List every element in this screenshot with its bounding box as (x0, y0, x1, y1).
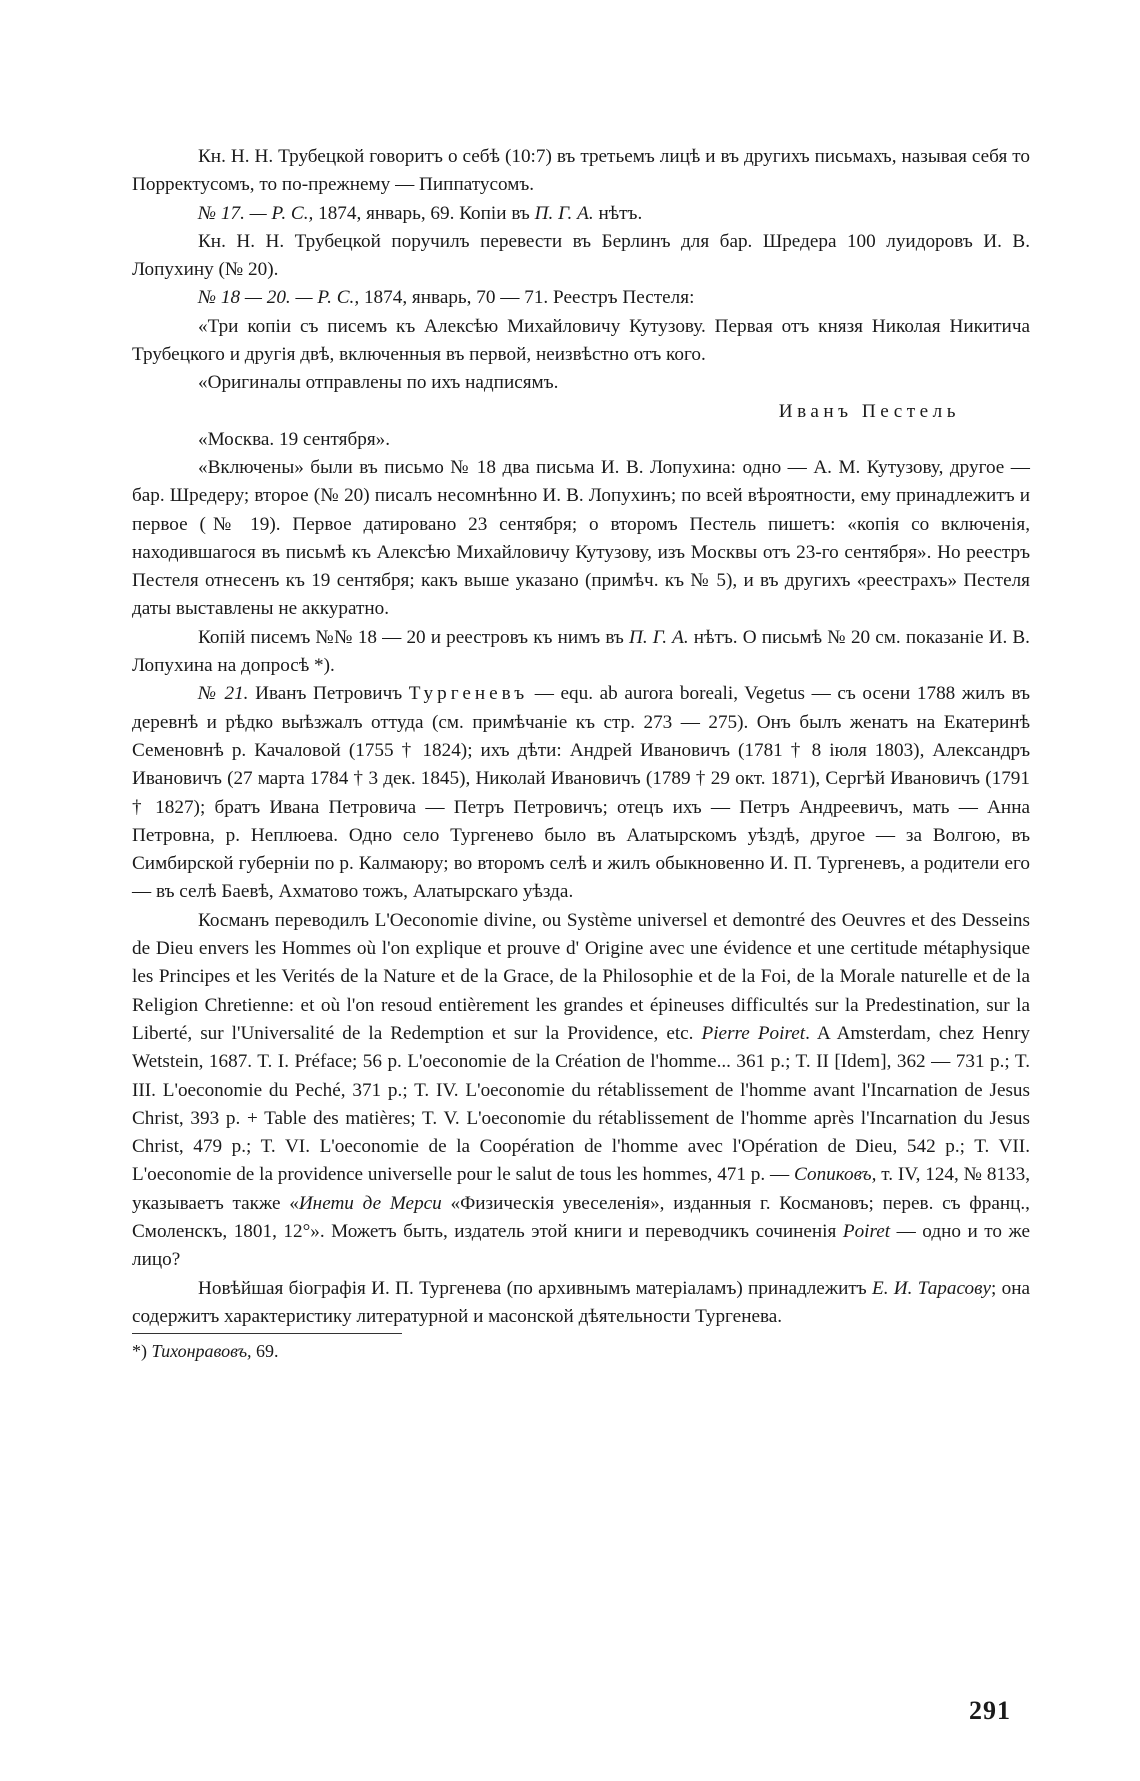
paragraph-quote-originals (132, 369, 1030, 397)
letter-ref: № 21. (198, 683, 249, 705)
paragraph-text: Косманъ переводилъ L'Oeconomie divine, ou Système universel et demontré des Oeuvres et des Desseins de Dieu envers les Hommes où l'on explique et prouve d' Origine avec une évidence et une certitude métaphysique les Principes et les Verités de la Nature et de la Grace, de la Philosophie et de la Foi, de la Morale naturelle et de la Religion Chretienne: et où l'on resoud entièrement les grandes et épineuses difficultés sur la Predestination, sur la Liberté, sur l'Universalité de la Redemption et sur la Providence, etc. (132, 909, 1030, 1044)
author-ref: Poiret (842, 1220, 891, 1242)
paragraph-copies (132, 624, 1030, 681)
paragraph-text: 1874, январь, 70 — 71. Реестръ Пестеля: (359, 287, 695, 309)
paragraph-text: ; она содержитъ характеристику литературной и масонской дѣятельности Тургенева. (132, 1277, 1030, 1327)
paragraph-text: Иванъ Петровичъ (248, 683, 409, 705)
paragraph-quote-copies (132, 313, 1030, 370)
paragraph-text: Кн. Н. Н. Трубецкой поручилъ перевести въ Берлинъ для бар. Шредера 100 луидоровъ И. В. Лопухину (№ 20). (132, 230, 1030, 281)
paragraph-text: нѣтъ. О письмѣ № 20 см. показаніе И. В. Лопухина на допросѣ *). (132, 626, 1030, 677)
letter-ref: № 17. — Р. С., (198, 202, 314, 224)
paragraph-text: «Три копіи съ писемъ къ Алексѣю Михайловичу Кутузову. Первая отъ князя Николая Никитича Трубецкого и другія двѣ, включенныя въ первой, неизвѣстно отъ кого. (132, 315, 1030, 366)
footnote-author: Тихонравовъ, (151, 1341, 252, 1362)
page-body (132, 143, 1030, 1364)
paragraph-no17 (132, 200, 1030, 228)
paragraph-text: — одно и то же лицо? (132, 1220, 1030, 1271)
author-ref: Инети де Мерси (298, 1192, 442, 1214)
author-ref: Е. И. Тарасову (871, 1277, 991, 1299)
paragraph-berlin (132, 228, 1030, 285)
paragraph-moscow (132, 426, 1030, 454)
paragraph-included (132, 454, 1030, 624)
paragraph-text: «Оригиналы отправлены по ихъ надписямъ. (198, 372, 559, 394)
paragraph-text: т. IV, 124, № 8133, указываетъ также « (132, 1164, 1030, 1214)
footnote-mark: *) (132, 1341, 147, 1362)
paragraph-text: «Москва. 19 сентября». (198, 428, 391, 450)
footnote-text: 69. (251, 1341, 279, 1362)
signature: Иванъ Пестель (778, 400, 960, 422)
surname: Тургеневъ (408, 683, 529, 705)
paragraph-text: Новѣйшая біографія И. П. Тургенева (по архивнымъ матеріаламъ) принадлежитъ (198, 1277, 872, 1299)
author-ref: Сопиковъ, (794, 1164, 877, 1186)
paragraph-text: . A Amsterdam, chez Henry Wetstein, 1687. T. I. Préface; 56 p. L'oeconomie de la Création de l'homme... 361 p.; T. II [Idem], 362 — 731 p.; T. III. L'oeconomie du Peché, 371 p.; T. IV. L'oeconomie du rétablissement de l'homme avant l'Incarnation de Jesus Christ, 393 p. + Table des matières; T. V. L'oeconomie du rétablissement de l'homme après l'Incarnation du Jesus Christ, 479 p.; T. VI. L'oeconomie de la Coopération de l'homme avec l'Opération de Dieu, 542 p.; T. VII. L'oeconomie de la providence universelle pour le salut de tous les hommes, 471 p. — (132, 1022, 1031, 1186)
paragraph-text: — equ. ab aurora boreali, Vegetus — съ осени 1788 жилъ въ деревнѣ и рѣдко выѣзжалъ оттуда (см. примѣчаніе къ стр. 273 — 275). Онъ былъ женатъ на Екатеринѣ Семеновнѣ р. Качаловой (1755 † 1824); ихъ дѣти: Андрей Ивановичъ (1781 † 8 іюля 1803), Александръ Ивановичъ (27 марта 1784 † 3 дек. 1845), Николай Ивановичъ (1789 † 29 окт. 1871), Сергѣй Ивановичъ (1791 † 1827); братъ Ивана Петровича — Петръ Петровичъ; отецъ ихъ — Петръ Андреевичъ, мать — Анна Петровна, р. Неплюева. Одно село Тургенево было въ Алатырскомъ уѣздѣ, другое — за Волгою, въ Симбирской губерніи по р. Калмаюру; во второмъ селѣ и жилъ обыкновенно И. П. Тургеневъ, а родители его — въ селѣ Баевѣ, Ахматово тожъ, Алатырскаго уѣзда. (132, 683, 1031, 903)
paragraph-text: нѣтъ. (593, 202, 643, 224)
archive-ref: П. Г. А. (628, 626, 689, 648)
paragraph-biography (132, 1275, 1030, 1332)
paragraph-text: «Физическія увеселенія», изданныя г. Космановъ; перев. съ франц., Смоленскъ, 1801, 12°». Можетъ быть, издатель этой книги и переводчикъ сочиненія (132, 1192, 1030, 1242)
archive-ref: П. Г. А. (534, 202, 594, 224)
page-number: 291 (969, 1696, 1011, 1725)
paragraph-text: Кн. Н. Н. Трубецкой говоритъ о себѣ (10:7) въ третьемъ лицѣ и въ другихъ письмахъ, называя себя то Порректусомъ, то по-прежнему — Пиппатусомъ. (132, 146, 1030, 196)
letter-ref: № 18 — 20. — Р. С., (198, 287, 360, 309)
paragraph-text: 1874, январь, 69. Копіи въ (313, 202, 535, 224)
paragraph-no21 (132, 680, 1030, 906)
paragraph-kosman (132, 907, 1030, 1275)
paragraph-no18-20 (132, 284, 1030, 312)
footnote-divider (132, 1333, 402, 1334)
paragraph-text: Копій писемъ №№ 18 — 20 и реестровъ къ нимъ въ (198, 626, 629, 648)
author-ref: Pierre Poiret (701, 1022, 806, 1044)
paragraph-text: «Включены» были въ письмо № 18 два письма И. В. Лопухина: одно — А. М. Кутузову, другое — бар. Шредеру; второе (№ 20) писалъ несомнѣнно И. В. Лопухинъ; по всей вѣроятности, ему принадлежитъ и первое (№ 19). Первое датировано 23 сентября; о второмъ Пестель пишетъ: «копія со включенія, находившагося въ письмѣ къ Алексѣю Михайловичу Кутузову, изъ Москвы отъ 23-го сентября». Но реестръ Пестеля отнесенъ къ 19 сентября; какъ выше указано (примѣч. къ № 5), и въ другихъ «реестрахъ» Пестеля даты выставлены не аккуратно. (132, 456, 1030, 620)
footnote (132, 1338, 1030, 1364)
paragraph-trubetskoy (132, 143, 1030, 200)
